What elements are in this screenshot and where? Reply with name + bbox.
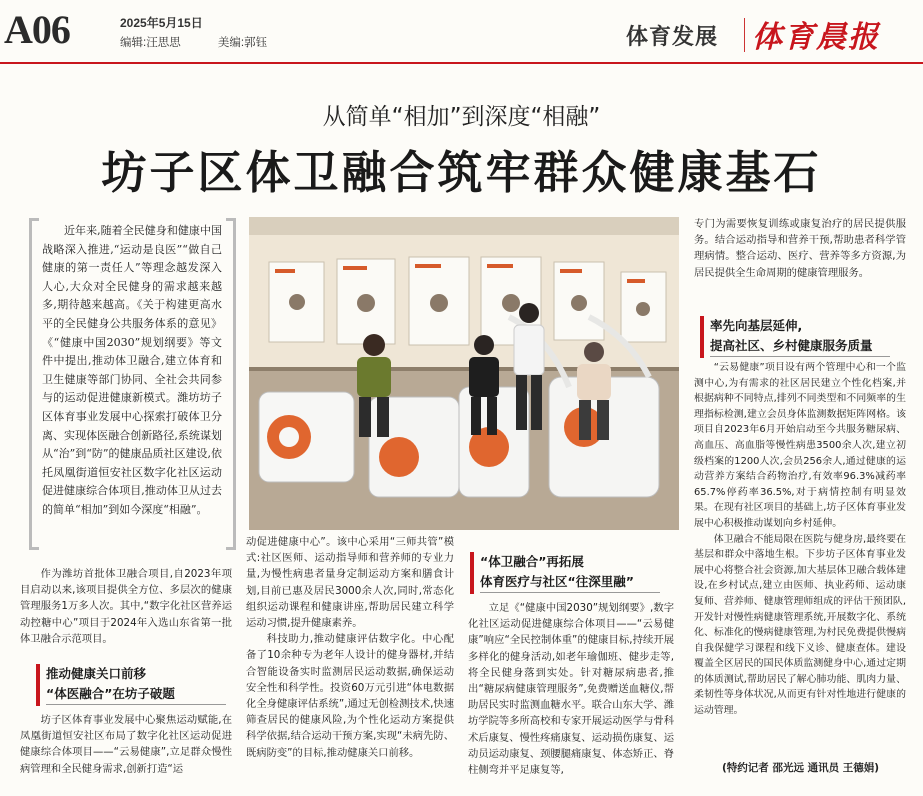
subheading-line: 体育医疗与社区“往深里融” — [480, 574, 634, 589]
article-intro: 近年来,随着全民健身和健康中国战略深入推进,“运动是良医”“做自己健康的第一责任人”等理念越发深入人心,大众对全民健身的需求越来越多,期待越来越高。《关于构建更高水平的全民健身公共服务体系的意见》《“健康中国2030”规划纲要》等文件中提出,推动体卫融合,建立体育和卫生健康等部门协同、全社会共同参与的运动促进健康新模式。潍坊坊子区体育事业发展中心探索打破体卫分离、实现体医融合创新路径,系统谋划从“治”到“防”的健康品质社区建设,依托凤凰街道恒安社区数字化社区运动促进健康综合体项目,推动体卫从过去的简单“相加”到如今深度“相融”。 — [42, 224, 222, 516]
header-rule — [0, 62, 923, 64]
column-4-top — [694, 216, 906, 281]
designer-credit: 美编:郭钰 — [217, 37, 268, 49]
column-1-bottom — [20, 712, 232, 777]
paragraph: 坊子区体育事业发展中心聚焦运动赋能,在凤凰街道恒安社区布局了数字化社区运动促进健康综合体项目——“云易健康”,立足群众慢性病管理和全民健身需求,创新打造“运 — [20, 714, 232, 775]
column-4-bottom — [694, 360, 906, 719]
paragraph: 科技助力,推动健康评估数字化。中心配备了10余种专为老年人设计的健身器材,并结合智能设备实时监测居民运动数据,确保运动安全性和科学性。投资60万元引进“体电数据化全身健康评估系统”,通过无创检测技术,快速筛查居民的健康风险,为个性化运动方案提供科学依据,结合运动干预方案,实现“未病先防、既病防变”的目标,推动健康关口前移。 — [246, 633, 454, 759]
column-1-top — [20, 566, 232, 647]
article-subtitle: 从简单“相加”到深度“相融” — [322, 104, 601, 130]
credits — [120, 34, 301, 50]
paragraph: “云易健康”项目设有两个管理中心和一个监测中心,为有需求的社区居民建立个性化档案,并根据病种不同特点,排列不同类型和不同频率的生理指标检测,建立会员身体监测数据矩阵网格。该项目自2023年6月开始启动至今共服务糖尿病、高血压、高血脂等慢性病患3500余人次,建立初级档案的1200人次,会员256余人,通过健康的运动营养方案结合药物治疗,有效率96.3%减药率65.7%停药率36.5%,对于病情控制有明显效果。在现有社区项目的基础上,坊子区体育事业发展中心积极推动谋划向乡村延伸。 — [694, 362, 906, 529]
subheading-line: 率先向基层延伸, — [710, 318, 803, 333]
paragraph: 作为潍坊首批体卫融合项目,自2023年项目启动以来,该项目提供全方位、多层次的健康管理服务1万多人次。其中,“数字化社区营养运动控糖中心”项目于2024年入选山东省第一批体卫融合示范项目。 — [20, 568, 232, 645]
subheading-underline — [46, 704, 226, 705]
paragraph: 动促进健康中心”。该中心采用“三师共管”模式:社区医师、运动指导师和营养师的专业力量,为慢性病患者量身定制运动方案和膳食计划,目前已惠及居民3000余人次,同时,常态化组织运动课程和健康讲座,帮助居民建立科学运动习惯,提升健康素养。 — [246, 536, 454, 630]
article-photo — [249, 217, 679, 530]
subheading-line: 推动健康关口前移 — [46, 666, 147, 681]
paragraph: 立足《“健康中国2030”规划纲要》,数字化社区运动促进健康综合体项目——“云易健康”响应“全民控制体重”的健康目标,持续开展多样化的健身活动,如老年瑜伽班、健步走等,将全民健身落到实处。针对糖尿病患者,推出“糖尿病健康管理服务”,免费赠送血糖仪,帮助居民实时监测血糖水平。联合山东大学、潍坊学院等多所高校和专家开展运动医学与骨科术后康复、慢性疼痛康复、运动损伤康复、运动员运动康复、颈腰腿痛康复、体态矫正、脊柱侧弯并平足康复等, — [468, 602, 674, 777]
subheading-1 — [36, 664, 236, 708]
editor-credit: 编辑:汪思思 — [120, 37, 181, 49]
subheading-line: 提高社区、乡村健康服务质量 — [710, 338, 873, 353]
byline: (特约记者 邵光远 通讯员 王德娟) — [722, 762, 880, 774]
header-divider — [744, 18, 745, 52]
subheading-bar — [470, 552, 474, 594]
paragraph: 专门为需要恢复训练或康复治疗的居民提供服务。结合运动指导和营养干预,帮助患者科学管理病情。整合运动、医疗、营养等多方资源,为居民提供全生命周期的健康管理服务。 — [694, 218, 906, 279]
subheading-3 — [700, 316, 906, 360]
paper-logo: 体育晨报 — [752, 20, 880, 55]
section-name: 体育发展 — [626, 25, 719, 50]
intro-bracket-right — [226, 218, 236, 550]
issue-date: 2025年5月15日 — [120, 16, 203, 30]
column-2 — [246, 534, 454, 761]
subheading-bar — [36, 664, 40, 706]
paragraph: 体卫融合不能局限在医院与健身房,最终要在基层和群众中落地生根。下步坊子区体育事业发展中心将整合社会资源,加大基层体卫融合载体建设,在乡村试点,建立由医师、执业药师、运动康复师、营养师、健康管理师组成的评估干预团队,开发针对慢性病健康管理系统,开展数字化、系统化、标准化的慢病健康管理,为村民免费提供慢病自我保健学习课程和线下义诊、健康查体。建设覆盖全区居民的国民体质监测健身中心,通过定期的体质测试,帮助居民了解心肺功能、肌肉力量、柔韧性等身体状况,从而更有针对性地进行健康的运动管理。 — [694, 533, 906, 717]
subheading-underline — [480, 592, 660, 593]
intro-bracket-left — [29, 218, 39, 550]
subheading-line: “体医融合”在坊子破题 — [46, 686, 175, 701]
article-title: 坊子区体卫融合筑牢群众健康基石 — [101, 146, 822, 199]
page-number: A06 — [4, 7, 70, 52]
subheading-bar — [700, 316, 704, 358]
column-3 — [468, 600, 674, 778]
subheading-underline — [710, 356, 890, 357]
subheading-2 — [470, 552, 670, 596]
fitness-center-illustration — [249, 217, 679, 530]
subheading-line: “体卫融合”再拓展 — [480, 554, 584, 569]
